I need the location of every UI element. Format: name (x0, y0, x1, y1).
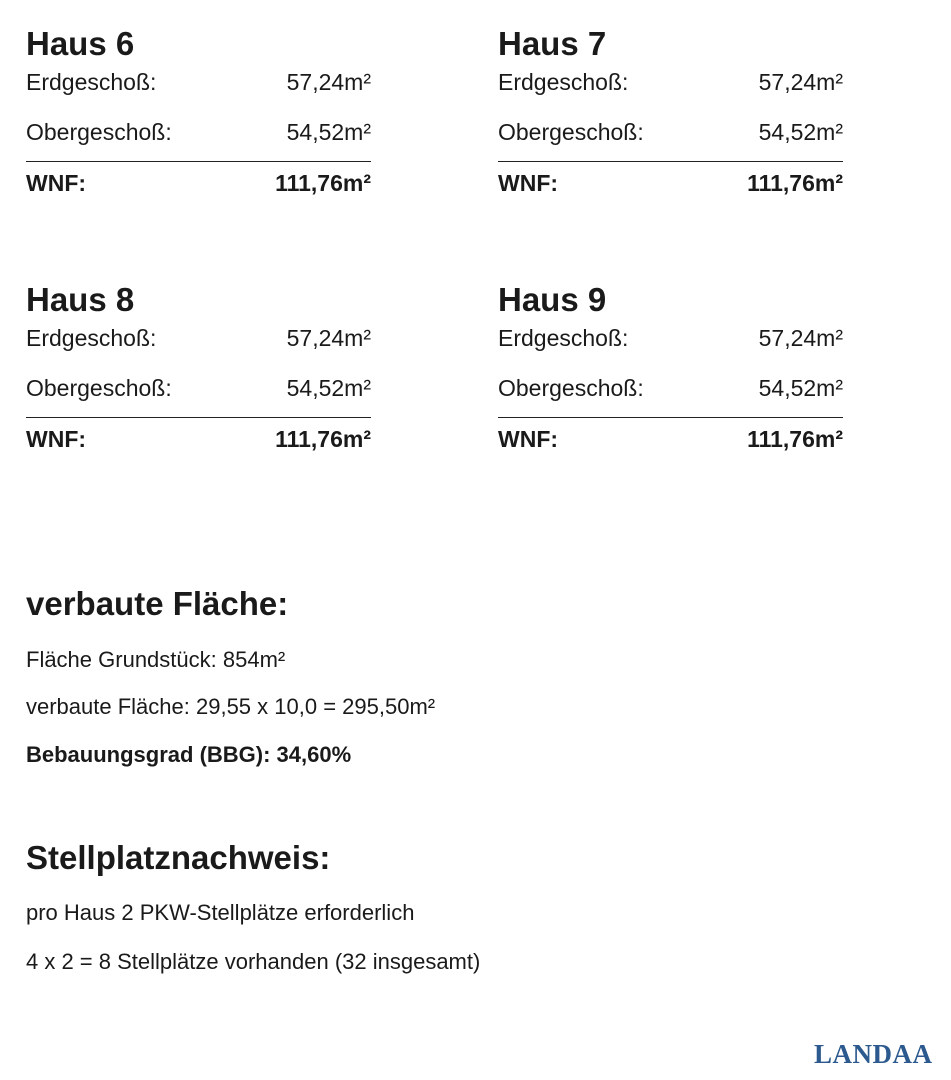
total-value: 111,76m² (275, 170, 371, 196)
erdgeschoss-row (26, 322, 371, 354)
total-divider (26, 417, 371, 418)
row-value: 57,24m² (286, 325, 371, 351)
row-value: 57,24m² (758, 325, 843, 351)
erdgeschoss-row (26, 66, 371, 98)
row-label: Obergeschoß: (26, 119, 172, 145)
obergeschoss-row (498, 372, 843, 404)
row-value: 54,52m² (286, 119, 371, 145)
stellplatznachweis-heading: Stellplatznachweis: (26, 839, 331, 876)
obergeschoss-row (26, 372, 371, 404)
haus-title: Haus 8 (26, 281, 135, 318)
stellplatz-requirement-line: pro Haus 2 PKW-Stellplätze erforderlich (26, 900, 415, 925)
erdgeschoss-row (498, 66, 843, 98)
wnf-total-row (26, 167, 371, 199)
row-label: Erdgeschoß: (498, 325, 629, 351)
total-divider (26, 161, 371, 162)
total-value: 111,76m² (747, 426, 843, 452)
row-value: 54,52m² (758, 375, 843, 401)
wnf-total-row (498, 423, 843, 455)
landaa-logo: LANDAA (814, 1039, 933, 1069)
row-label: Erdgeschoß: (26, 69, 157, 95)
haus-title: Haus 6 (26, 25, 135, 62)
total-divider (498, 161, 843, 162)
wnf-total-row (498, 167, 843, 199)
grundstueck-flaeche-line: Fläche Grundstück: 854m² (26, 647, 286, 672)
row-value: 54,52m² (758, 119, 843, 145)
verbaute-flaeche-heading: verbaute Fläche: (26, 585, 289, 622)
wnf-total-row (26, 423, 371, 455)
total-value: 111,76m² (275, 426, 371, 452)
bebauungsgrad-line: Bebauungsgrad (BBG): 34,60% (26, 742, 352, 767)
row-label: Obergeschoß: (498, 375, 644, 401)
row-label: Obergeschoß: (498, 119, 644, 145)
total-label: WNF: (498, 426, 559, 452)
row-value: 54,52m² (286, 375, 371, 401)
haus-title: Haus 9 (498, 281, 607, 318)
total-divider (498, 417, 843, 418)
row-value: 57,24m² (758, 69, 843, 95)
total-label: WNF: (498, 170, 559, 196)
row-label: Erdgeschoß: (498, 69, 629, 95)
obergeschoss-row (26, 116, 371, 148)
verbaute-flaeche-line: verbaute Fläche: 29,55 x 10,0 = 295,50m² (26, 694, 436, 719)
haus-title: Haus 7 (498, 25, 607, 62)
total-label: WNF: (26, 426, 87, 452)
obergeschoss-row (498, 116, 843, 148)
row-label: Erdgeschoß: (26, 325, 157, 351)
row-label: Obergeschoß: (26, 375, 172, 401)
stellplatz-available-line: 4 x 2 = 8 Stellplätze vorhanden (32 insgesamt) (26, 949, 481, 974)
total-label: WNF: (26, 170, 87, 196)
row-value: 57,24m² (286, 69, 371, 95)
total-value: 111,76m² (747, 170, 843, 196)
erdgeschoss-row (498, 322, 843, 354)
